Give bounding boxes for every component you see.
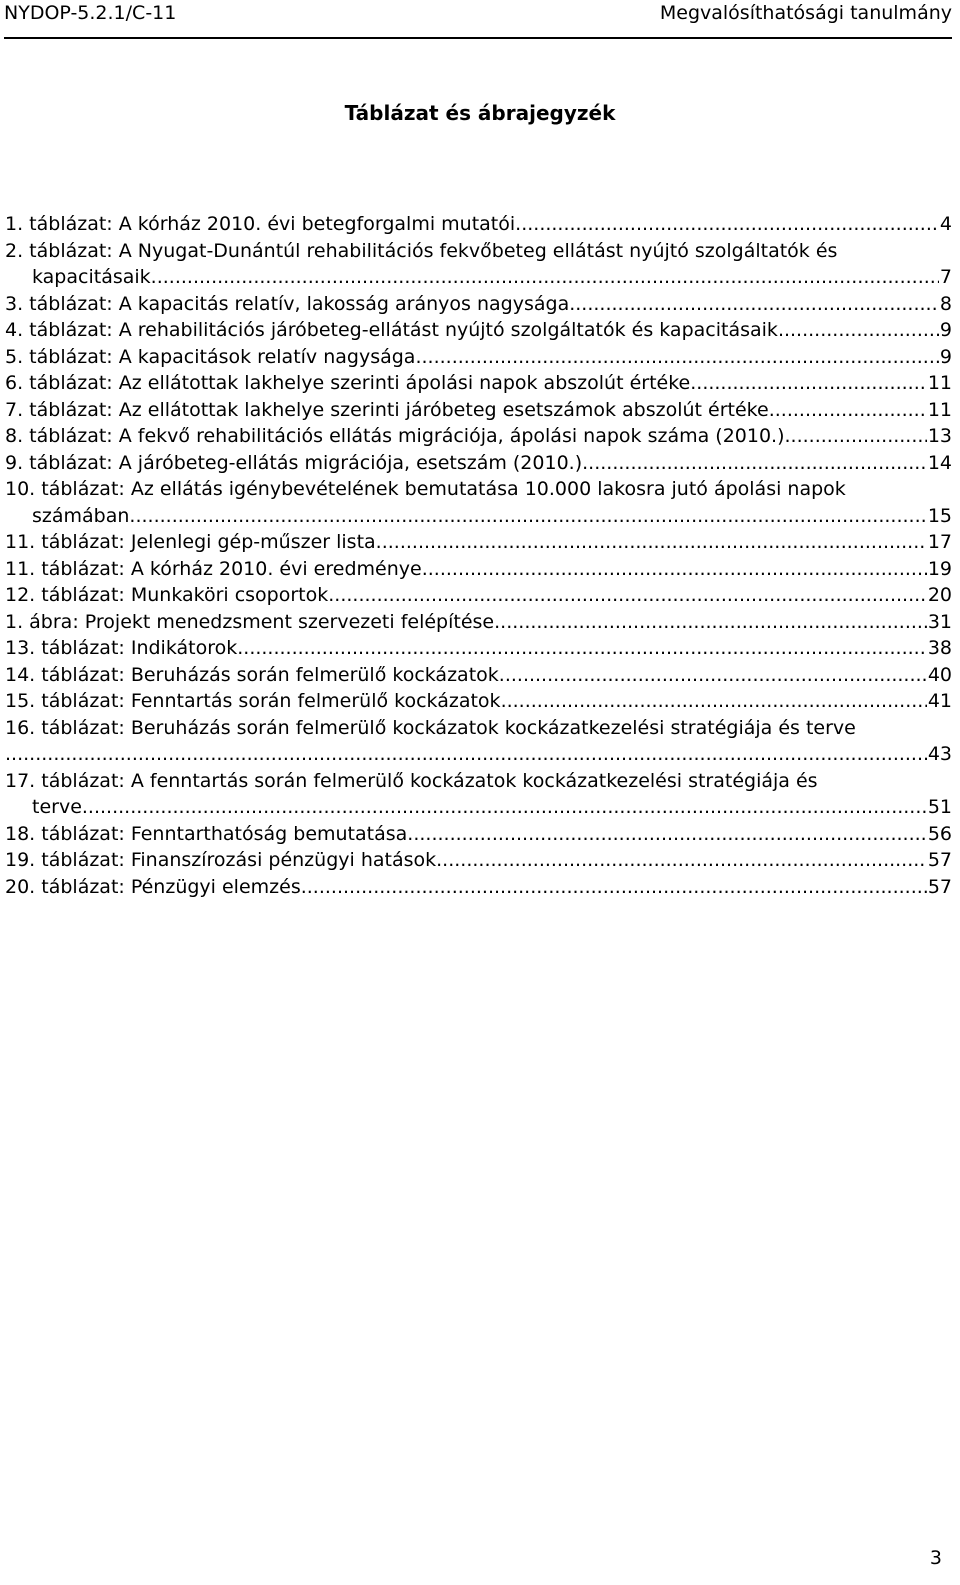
toc-entry-continuation[interactable] <box>5 503 952 530</box>
toc-entry[interactable] <box>5 291 952 318</box>
dot-leader <box>501 688 927 715</box>
dot-leader <box>328 582 927 609</box>
toc-entry-title: 5. táblázat: A kapacitások relatív nagysága <box>5 345 416 368</box>
header-rule <box>4 37 952 39</box>
dot-leader <box>785 423 927 450</box>
toc-entry-continuation[interactable] <box>5 794 952 821</box>
toc-page-number: 51 <box>927 796 952 818</box>
table-of-contents <box>5 211 952 900</box>
toc-entry-title: 9. táblázat: A járóbeteg-ellátás migrációja, esetszám (2010.) <box>5 451 583 474</box>
toc-page-number: 31 <box>927 610 952 633</box>
dot-leader <box>5 741 927 768</box>
toc-entry-title: 11. táblázat: Jelenlegi gép-műszer lista <box>5 531 376 553</box>
toc-entry-title: 20. táblázat: Pénzügyi elemzés <box>5 875 301 898</box>
toc-entry-title: 2. táblázat: A Nyugat-Dunántúl rehabilitációs fekvőbeteg ellátást nyújtó szolgáltatók és <box>5 239 838 262</box>
toc-entry[interactable] <box>5 476 952 503</box>
toc-page-number: 9 <box>939 345 952 368</box>
toc-entry[interactable] <box>5 847 952 874</box>
toc-entry[interactable] <box>5 423 952 450</box>
toc-entry[interactable] <box>5 529 952 556</box>
toc-entry-continuation[interactable] <box>5 264 952 291</box>
document-type: Megvalósíthatósági tanulmány <box>659 2 952 24</box>
toc-page-number: 38 <box>927 637 952 659</box>
dot-leader <box>407 821 927 848</box>
toc-entry-title: 17. táblázat: A fenntartás során felmerülő kockázatok kockázatkezelési stratégiája és <box>5 769 818 792</box>
toc-page-number: 11 <box>927 372 952 394</box>
dot-leader <box>499 662 927 689</box>
toc-entry-title-continued: terve <box>32 796 82 818</box>
toc-entry-title: 8. táblázat: A fekvő rehabilitációs ellátás migrációja, ápolási napok száma (2010.) <box>5 425 785 447</box>
toc-entry-title: 10. táblázat: Az ellátás igénybevételének bemutatása 10.000 lakosra jutó ápolási napok <box>5 478 846 500</box>
dot-leader <box>415 344 938 371</box>
page-title: Táblázat és ábrajegyzék <box>344 101 616 125</box>
toc-entry[interactable] <box>5 874 952 901</box>
page-header <box>4 0 952 40</box>
toc-entry[interactable] <box>5 556 952 583</box>
toc-page-number: 8 <box>939 292 952 315</box>
toc-entry-title: 14. táblázat: Beruházás során felmerülő kockázatok <box>5 663 499 686</box>
toc-entry[interactable] <box>5 635 952 662</box>
dot-leader <box>569 291 939 318</box>
toc-entry[interactable] <box>5 370 952 397</box>
toc-page-number: 20 <box>927 584 952 606</box>
page-number: 3 <box>929 1547 942 1569</box>
toc-entry-title: 4. táblázat: A rehabilitációs járóbeteg-ellátást nyújtó szolgáltatók és kapacitásaik <box>5 319 778 341</box>
dot-leader <box>151 264 939 291</box>
toc-page-number: 57 <box>927 875 952 898</box>
toc-entry[interactable] <box>5 768 952 795</box>
dot-leader <box>82 794 927 821</box>
toc-entry-title: 12. táblázat: Munkaköri csoportok <box>5 584 329 606</box>
toc-entry-title: 16. táblázat: Beruházás során felmerülő kockázatok kockázatkezelési stratégiája és terve <box>5 716 856 739</box>
toc-entry[interactable] <box>5 211 952 238</box>
toc-page-number: 56 <box>927 822 952 845</box>
toc-entry[interactable] <box>5 715 952 742</box>
toc-entry-title: 1. táblázat: A kórház 2010. évi betegforgalmi mutatói <box>5 213 516 235</box>
toc-entry-title: 15. táblázat: Fenntartás során felmerülő kockázatok <box>5 690 501 712</box>
dot-leader <box>582 450 927 477</box>
toc-page-number: 19 <box>927 557 952 580</box>
toc-page-number: 4 <box>939 213 952 235</box>
toc-entry-title: 11. táblázat: A kórház 2010. évi eredménye <box>5 557 422 580</box>
toc-entry-title: 7. táblázat: Az ellátottak lakhelye szerinti járóbeteg esetszámok abszolút értéke <box>5 398 769 421</box>
toc-entry-title: 13. táblázat: Indikátorok <box>5 637 238 659</box>
toc-entry-title-continued: számában <box>32 504 130 527</box>
toc-page-number: 57 <box>927 849 952 871</box>
toc-page-number: 13 <box>927 425 952 447</box>
toc-page-number: 40 <box>927 663 952 686</box>
toc-entry[interactable] <box>5 397 952 424</box>
dot-leader <box>301 874 927 901</box>
toc-page-number: 17 <box>927 531 952 553</box>
toc-entry[interactable] <box>5 609 952 636</box>
toc-entry-title: 6. táblázat: Az ellátottak lakhelye szerinti ápolási napok abszolút értéke <box>5 372 691 394</box>
toc-page-number: 15 <box>927 504 952 527</box>
dot-leader <box>494 609 927 636</box>
toc-entry[interactable] <box>5 662 952 689</box>
toc-entry[interactable] <box>5 688 952 715</box>
toc-page-number: 14 <box>927 451 952 474</box>
dot-leader <box>422 556 927 583</box>
dot-leader <box>769 397 927 424</box>
dot-leader <box>515 211 939 238</box>
toc-page-number: 9 <box>939 319 952 341</box>
toc-entry-title: 3. táblázat: A kapacitás relatív, lakosság arányos nagysága <box>5 292 570 315</box>
dot-leader <box>376 529 927 556</box>
dot-leader <box>436 847 927 874</box>
dot-leader <box>778 317 939 344</box>
toc-entry-title: 1. ábra: Projekt menedzsment szervezeti felépítése <box>5 610 495 633</box>
toc-entry[interactable] <box>5 344 952 371</box>
toc-entry[interactable] <box>5 317 952 344</box>
dot-leader <box>237 635 927 662</box>
toc-entry[interactable] <box>5 582 952 609</box>
toc-entry-title: 18. táblázat: Fenntarthatóság bemutatása <box>5 822 408 845</box>
document-code: NYDOP-5.2.1/C-11 <box>4 2 177 24</box>
toc-entry-title: 19. táblázat: Finanszírozási pénzügyi hatások <box>5 849 437 871</box>
toc-entry[interactable] <box>5 821 952 848</box>
toc-entry-title-continued: kapacitásaik <box>32 266 151 288</box>
toc-entry[interactable] <box>5 238 952 265</box>
dot-leader <box>129 503 926 530</box>
toc-page-number: 11 <box>927 398 952 421</box>
toc-entry-continuation[interactable] <box>5 741 952 768</box>
toc-entry[interactable] <box>5 450 952 477</box>
dot-leader <box>690 370 927 397</box>
toc-page-number: 7 <box>939 266 952 288</box>
toc-page-number: 43 <box>927 743 952 765</box>
toc-page-number: 41 <box>927 690 952 712</box>
